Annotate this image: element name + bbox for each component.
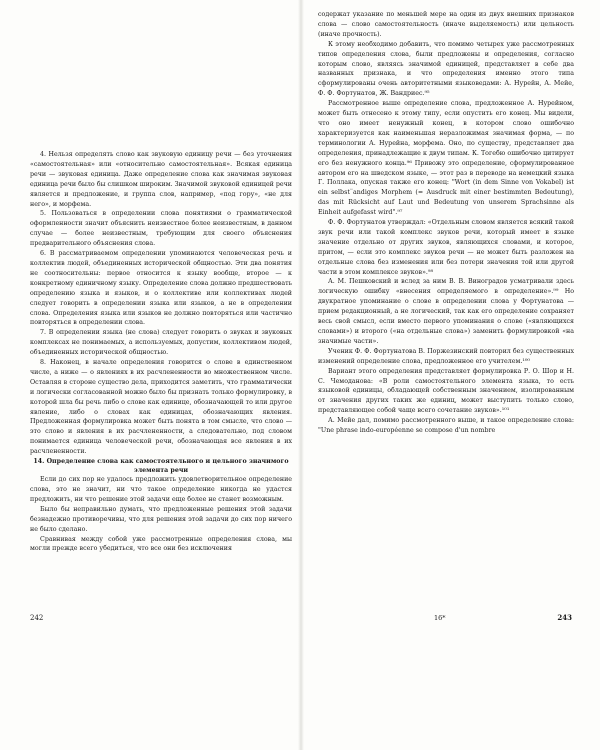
- paragraph: 8. Наконец, в начале определения говорится о слове в единственном числе, а ниже — о явлениях в их расчлененности во множественном числе. Оставляя в стороне существо дела, приходится заметить, что грамматически и логически согласованной можно было бы признать только формулировку, в которой шла бы речь либо о слове как единице, обозначающей то или другое явление, либо о словах как единицах, обозначающих явления. Предложенная формулировка может быть понята в том смысле, что слово — это слово и явления в их расчлененности, а следовательно, под словом понимается единица человеческой речи, обозначающая все явления в их расчлененности.: [30, 359, 292, 456]
- paragraph: 7. В определении языка (не слова) следует говорить о звуках и звуковых комплексах не понимаемых, а используемых, допустим, коллективом людей, объединенных исторической общностью.: [30, 329, 292, 357]
- paragraph: А. М. Пешковский и вслед за ним В. В. Виноградов усматривали здесь логическую ошибку «внесения определяемого в определение».⁹⁹ Но двукратное упоминание о слове в определении слова у Фортунатова — прием редакционный, а не логический, так как его определение сохраняет весь свой смысл, если вместо первого упоминания о слове («являющихся словами») и второго («на отдельные слова») заменить формулировкой «на значимые части».: [318, 278, 574, 345]
- paragraph: Ученик Ф. Ф. Фортунатова В. Поржезинский повторил без существенных изменений определение слова, предложенное его учителем.¹⁰⁰: [318, 347, 574, 365]
- paragraph: Вариант этого определения представляет формулировка Р. О. Шор и Н. С. Чемоданова: «В роли самостоятельного элемента языка, то есть языковой единицы, обладающей собственным значением, изолированным от значения других таких же единиц, может выступить только слово, представляющее собой чаще всего сочетание звуков».¹⁰¹: [318, 367, 574, 415]
- left-text-column: [30, 150, 292, 554]
- signature-mark: 16*: [434, 614, 446, 622]
- paragraph: 5. Пользоваться в определении слова понятиями о грамматической оформленности значит объяснить неизвестное более неизвестным, в данном случае — более неизвестным, требующим для своего объяснения предварительного объяснения слова.: [30, 210, 292, 248]
- paragraph: Ф. Ф. Фортунатов утверждал: «Отдельным словом является всякий такой звук речи или такой комплекс звуков речи, который имеет в языке значение отдельно от других звуков, являющихся словами, и которое, притом, — если это комплекс звуков речи — не может быть разложен на отдельные слова без изменения или без потери значения той или другой части в этом комплексе звуков».⁹⁸: [318, 219, 574, 276]
- paragraph: К этому необходимо добавить, что помимо четырех уже рассмотренных типов определения слова, были предложены и определения, согласно которым слово, являясь значимой единицей, представляет в себе два названных признака, и что определения именно этого типа сформулированы очень авторитетными языковедами: А. Нурейн, А. Мейе, Ф. Ф. Фортунатов, Ж. Вандриес.⁹⁵: [318, 40, 574, 98]
- paragraph: Было бы неправильно думать, что предложенные решения этой задачи безнадежно противоречивы, что для решения этой задачи до сих пор ничего не было сделано.: [30, 505, 292, 533]
- right-page: [302, 0, 600, 750]
- page-number: 242: [30, 614, 44, 622]
- paragraph: А. Мейе дал, помимо рассмотренного выше, и такое определение слова: "Une phrase indo-européenne se compose d'un nombre: [318, 417, 574, 435]
- section-heading: 14. Определение слова как самостоятельного и цельного значимого элемента речи: [33, 458, 289, 475]
- paragraph: Если до сих пор не удалось предложить удовлетворительное определение слова, это не значит, ни что такое определение никогда не удастся предложить, ни что решение этой задачи еще более не станет возможным.: [30, 476, 292, 503]
- paragraph: Сравнивая между собой уже рассмотренные определения слова, мы могли прежде всего убедиться, что все они без исключения: [30, 535, 292, 553]
- paragraph: Рассмотренное выше определение слова, предложенное А. Нурейном, может быть отнесено к этому типу, если опустить его конец. Мы видели, что оно имеет ненужный конец, в котором слово ошибочно характеризуется как наименьшая неразложимая значимая форма, — по терминологии А. Нурейна, морфема. Оно, по существу, представляет два определения, принадлежащие к двум типам. К. Тогебю ошибочно цитирует его без ненужного конца.⁹⁶ Привожу это определение, сформулированное автором его на шведском языке, — этот раз в переводе на немецкий языка Г. Поллака, опуская также его конец: "Wort (in dem Sinne von Vokabel) ist ein selbst¨andiges Morphem (= Ausdruck mit einer bestimmten Bedeutung), das mit Rücksicht auf Laut und Bedeutung von unserem Sprachsinne als Einheit aufgefasst wird".⁹⁷: [318, 100, 574, 217]
- paragraph: 4. Нельзя определять слово как звуковую единицу речи — без уточнения «самостоятельная» или «относительно самостоятельная». Всякая единица речи — звуковая единица. Даже определение слова как значимая звуковая единица речи было бы слишком широким. Значимой звуковой единицей речи является и предложение, и группа слов, например, «под гору», «не для него», и морфема.: [30, 151, 292, 208]
- paragraph: содержат указание по меньшей мере на один из двух внешних признаков слова — слово самостоятельность (иначе выделяемость) или цельность (иначе прочность).: [318, 11, 574, 38]
- right-text-column: [318, 10, 574, 436]
- paragraph: 6. В рассматриваемом определении упоминаются человеческая речь и коллектив людей, объединенных исторической общностью. Эти два понятия не соотносительны: первое относится к языку вообще, второе — к конкретному единичному языку. Определение слова должно предшествовать определению языка и языков, и о коллективе или коллективах людей следует говорить в определении языка или языков, а не в определении слова. Определения языка или языков не должно повторяться или частично повторяться в определении слова.: [30, 250, 292, 327]
- page-number: 243: [557, 613, 572, 622]
